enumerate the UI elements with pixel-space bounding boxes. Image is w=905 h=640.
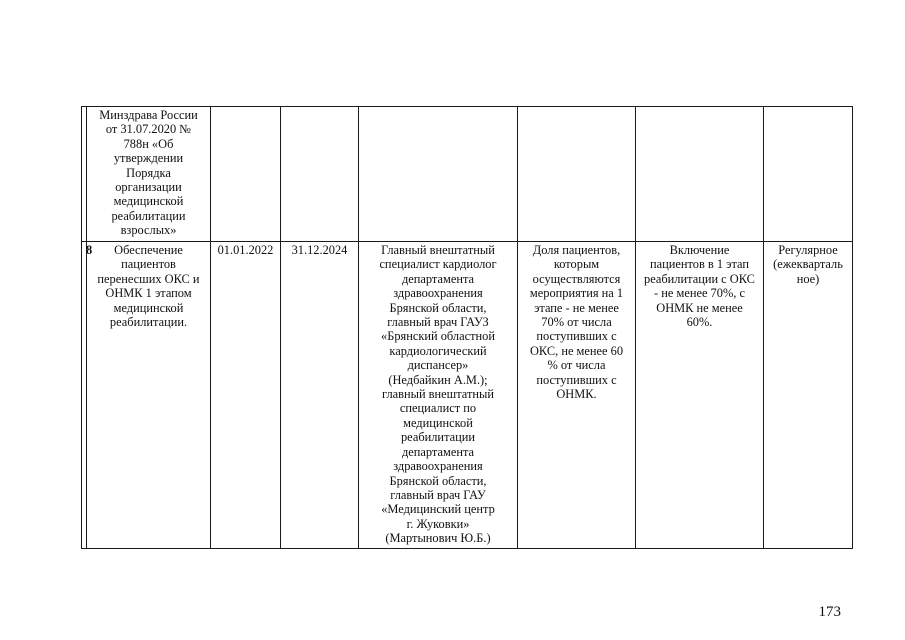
row-number-cell: 8 [82, 242, 87, 549]
activity-cell: Обеспечение пациентов перенесших ОКС и ОНМК 1 этапом медицинской реабилитации. [87, 242, 211, 549]
end-date-cell [281, 107, 359, 242]
table-row-8 [82, 242, 853, 549]
page-number: 173 [818, 604, 841, 620]
end-date-cell: 31.12.2024 [281, 242, 359, 549]
start-date-cell [211, 107, 281, 242]
responsible-cell [359, 107, 518, 242]
plan-table [81, 106, 853, 549]
result-cell: Включение пациентов в 1 этап реабилитации с ОКС - не менее 70%, с ОНМК не менее 60%. [636, 242, 764, 549]
start-date-cell: 01.01.2022 [211, 242, 281, 549]
responsible-cell: Главный внештатный специалист кардиолог департамента здравоохранения Брянской области, главный врач ГАУЗ «Брянский областной кардиологический диспансер» (Недбайкин А.М.); главный внештатный специалист по медицинской реабилитации департамента здравоохранения Брянской области, главный врач ГАУ «Медицинский центр г. Жуковки» (Мартынович Ю.Б.) [359, 242, 518, 549]
indicator-cell [518, 107, 636, 242]
periodicity-cell [764, 107, 853, 242]
result-cell [636, 107, 764, 242]
table-row-continuation [82, 107, 853, 242]
indicator-cell: Доля пациентов, которым осуществляются мероприятия на 1 этапе - не менее 70% от числа поступивших с ОКС, не менее 60 % от числа поступивших с ОНМК. [518, 242, 636, 549]
periodicity-cell: Регулярное (ежекварталь ное) [764, 242, 853, 549]
activity-cell: Минздрава России от 31.07.2020 № 788н «Об утверждении Порядка организации медицинской реабилитации взрослых» [87, 107, 211, 242]
